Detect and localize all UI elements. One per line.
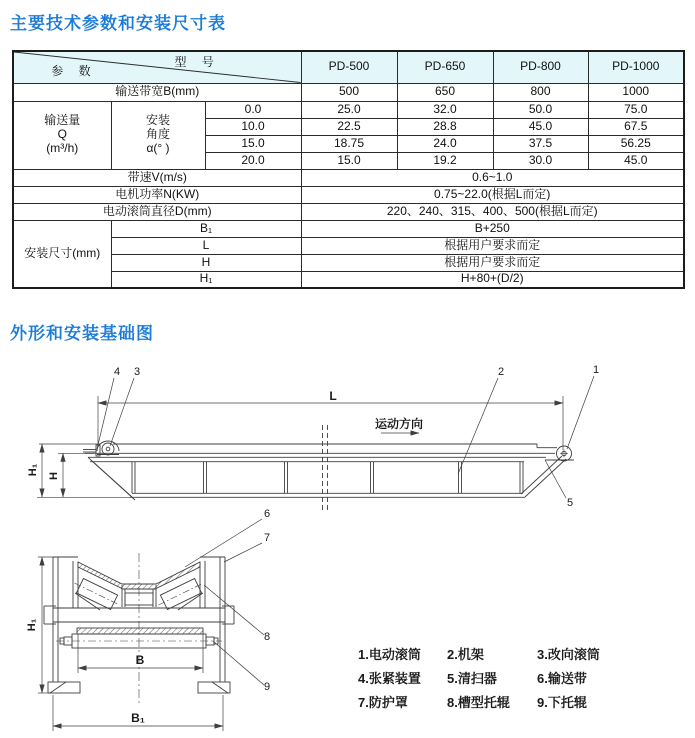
dim-label-H-side: H [48,472,60,480]
side-view-drawing [0,350,695,520]
legend-item: 7.防护罩 [358,695,408,710]
belt-width-value: 800 [493,83,588,101]
capacity-value: 28.8 [397,118,493,135]
part-label-1: 1 [592,364,600,376]
angle-label-line: α(° ) [146,140,170,155]
capacity-value: 75.0 [588,101,684,118]
part-label-2: 2 [497,366,505,378]
install-dim-value: B+250 [301,220,684,237]
capacity-value: 19.2 [397,152,493,169]
angle-value: 15.0 [205,135,301,152]
dim-label-H1-side: H₁ [27,463,39,477]
capacity-value: 56.25 [588,135,684,152]
part-label-3: 3 [133,366,141,378]
part-label-9: 9 [263,681,271,693]
part-label-7: 7 [263,532,271,544]
capacity-label-line: 输送量 [44,113,81,128]
capacity-value: 45.0 [493,118,588,135]
page-title-drawing: 外形和安装基础图 [10,324,154,343]
install-dim-name: H₁ [111,271,301,288]
dim-label-L: L [329,389,337,403]
install-dim-value: H+80+(D/2) [301,271,684,288]
belt-speed-value: 0.6~1.0 [301,169,684,186]
capacity-value: 67.5 [588,118,684,135]
capacity-label [13,101,111,169]
motion-direction-label: 运动方向 [374,417,424,431]
belt-width-value: 500 [301,83,397,101]
capacity-value: 32.0 [397,101,493,118]
model-header: PD-800 [493,51,588,83]
angle-label-line: 角度 [145,127,170,142]
motor-power-value: 0.75~22.0(根据L而定) [301,186,684,203]
legend-item: 4.张紧装置 [358,671,421,686]
angle-label-line: 安装 [145,113,170,128]
drum-diameter-value: 220、240、315、400、500(根据L而定) [301,203,684,220]
spec-table [12,50,685,289]
belt-width-value: 650 [397,83,493,101]
install-dim-value: 根据用户要求而定 [301,237,684,254]
install-dim-name: H [111,254,301,271]
part-label-8: 8 [263,631,271,643]
page-title-table: 主要技术参数和安装尺寸表 [10,14,226,33]
legend-item: 3.改向滚筒 [537,647,600,662]
capacity-label-line: Q [57,127,67,142]
legend-item: 6.输送带 [537,671,587,686]
install-dim-name: L [111,237,301,254]
install-dim-value: 根据用户要求而定 [301,254,684,271]
capacity-label-line: (m³/h) [46,140,79,155]
legend-item: 8.槽型托辊 [447,695,510,710]
angle-value: 10.0 [205,118,301,135]
legend-item: 2.机架 [447,647,484,662]
corner-param-label: 参 数 [51,63,97,78]
capacity-value: 37.5 [493,135,588,152]
capacity-value: 24.0 [397,135,493,152]
corner-model-label: 型 号 [174,55,220,69]
angle-value: 20.0 [205,152,301,169]
install-dims-label: 安装尺寸(mm) [13,220,111,288]
dim-label-B1: B₁ [131,711,145,725]
dim-label-H1-front: H₁ [26,618,38,632]
capacity-value: 50.0 [493,101,588,118]
dim-label-B: B [135,653,145,667]
belt-width-label: 输送带宽B(mm) [13,83,301,101]
legend-item: 5.清扫器 [447,671,497,686]
model-header: PD-650 [397,51,493,83]
belt-width-value: 1000 [588,83,684,101]
install-dim-name: B₁ [111,220,301,237]
motor-power-label: 电机功率N(KW) [13,186,301,203]
capacity-value: 22.5 [301,118,397,135]
capacity-value: 45.0 [588,152,684,169]
capacity-value: 15.0 [301,152,397,169]
drum-diameter-label: 电动滚筒直径D(mm) [13,203,301,220]
angle-label [111,101,205,169]
legend-item: 1.电动滚筒 [358,647,421,662]
capacity-value: 18.75 [301,135,397,152]
part-label-5: 5 [566,497,574,509]
part-label-6: 6 [263,508,271,520]
belt-speed-label: 带速V(m/s) [13,169,301,186]
capacity-value: 30.0 [493,152,588,169]
legend-item: 9.下托辊 [537,695,587,710]
model-header: PD-1000 [588,51,684,83]
front-view-drawing [0,505,695,738]
model-header: PD-500 [301,51,397,83]
table-corner-cell [13,51,301,83]
capacity-value: 25.0 [301,101,397,118]
angle-value: 0.0 [205,101,301,118]
part-label-4: 4 [113,366,121,378]
